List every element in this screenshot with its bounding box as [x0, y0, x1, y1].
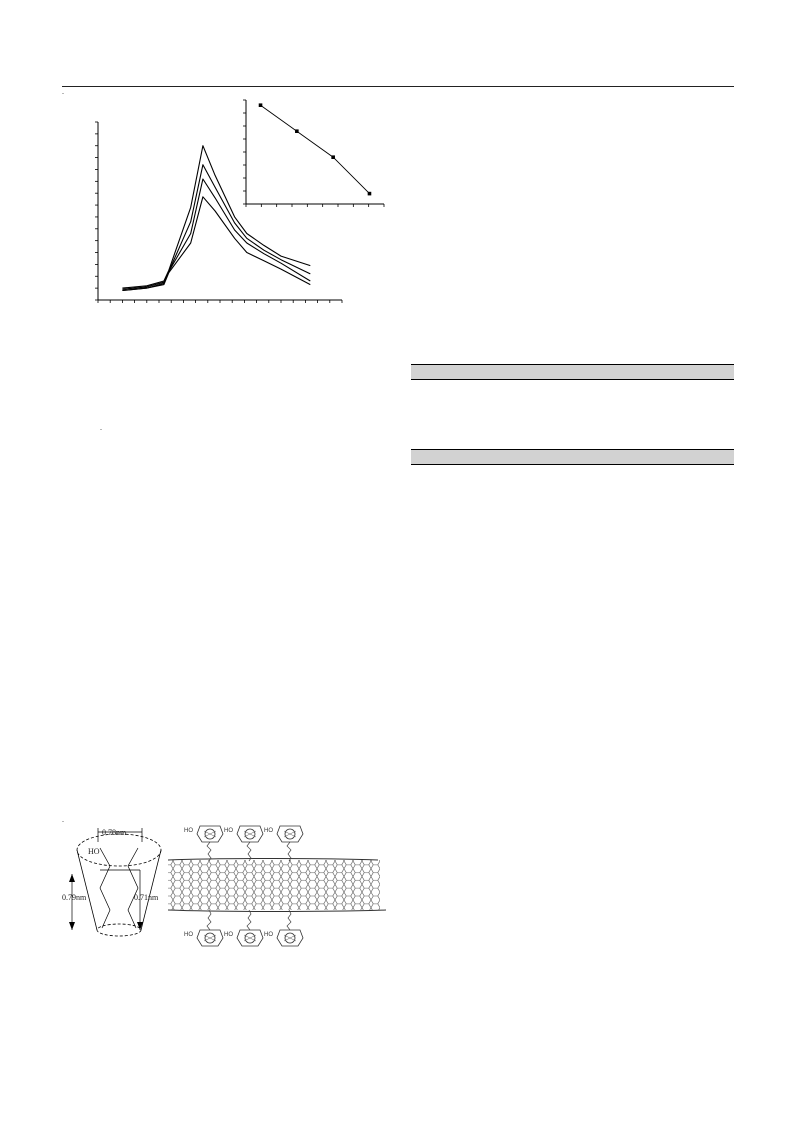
- cyclodextrin-unit: [264, 826, 303, 842]
- caption-marker: .: [100, 423, 102, 432]
- linker-chain: [207, 842, 211, 861]
- inset-data-point: [259, 103, 263, 107]
- table-header-bar-2: [411, 449, 734, 465]
- page-header-rule: [62, 86, 734, 87]
- linker-chain: [287, 910, 291, 930]
- inset-line-chart: [238, 94, 388, 214]
- hydroxyl-label: HO: [184, 828, 193, 834]
- hydroxyl-label: HO: [224, 932, 233, 938]
- cyclodextrin-unit: [224, 826, 263, 842]
- cyclodextrin-unit: [184, 826, 223, 842]
- top-width-label: 0.78nm: [102, 828, 127, 837]
- cyclodextrin-unit: [264, 930, 303, 946]
- height-label: 0.79nm: [62, 893, 87, 902]
- inset-data-point: [295, 129, 299, 133]
- hydroxyl-label: HO: [264, 932, 273, 938]
- inset-series-line: [261, 105, 370, 193]
- cyclodextrin-unit: [224, 930, 263, 946]
- linker-chain: [247, 910, 251, 930]
- inset-data-point: [331, 155, 335, 159]
- inner-width-label: 0.71nm: [134, 893, 159, 902]
- hydroxyl-label: HO: [184, 932, 193, 938]
- hydroxyl-label: HO: [264, 828, 273, 834]
- hydroxyl-label-schematic: HO: [88, 847, 100, 856]
- table-header-bar-1: [411, 364, 734, 380]
- figure-marker: .: [62, 87, 64, 96]
- inset-data-point: [368, 192, 372, 196]
- linker-chain: [207, 910, 211, 930]
- cyclodextrin-unit: [184, 930, 223, 946]
- hydroxyl-label: HO: [224, 828, 233, 834]
- figure2-marker: .: [62, 815, 64, 824]
- nanotube-cyclodextrin-diagram: [164, 818, 388, 950]
- cyclodextrin-schematic: [62, 815, 172, 946]
